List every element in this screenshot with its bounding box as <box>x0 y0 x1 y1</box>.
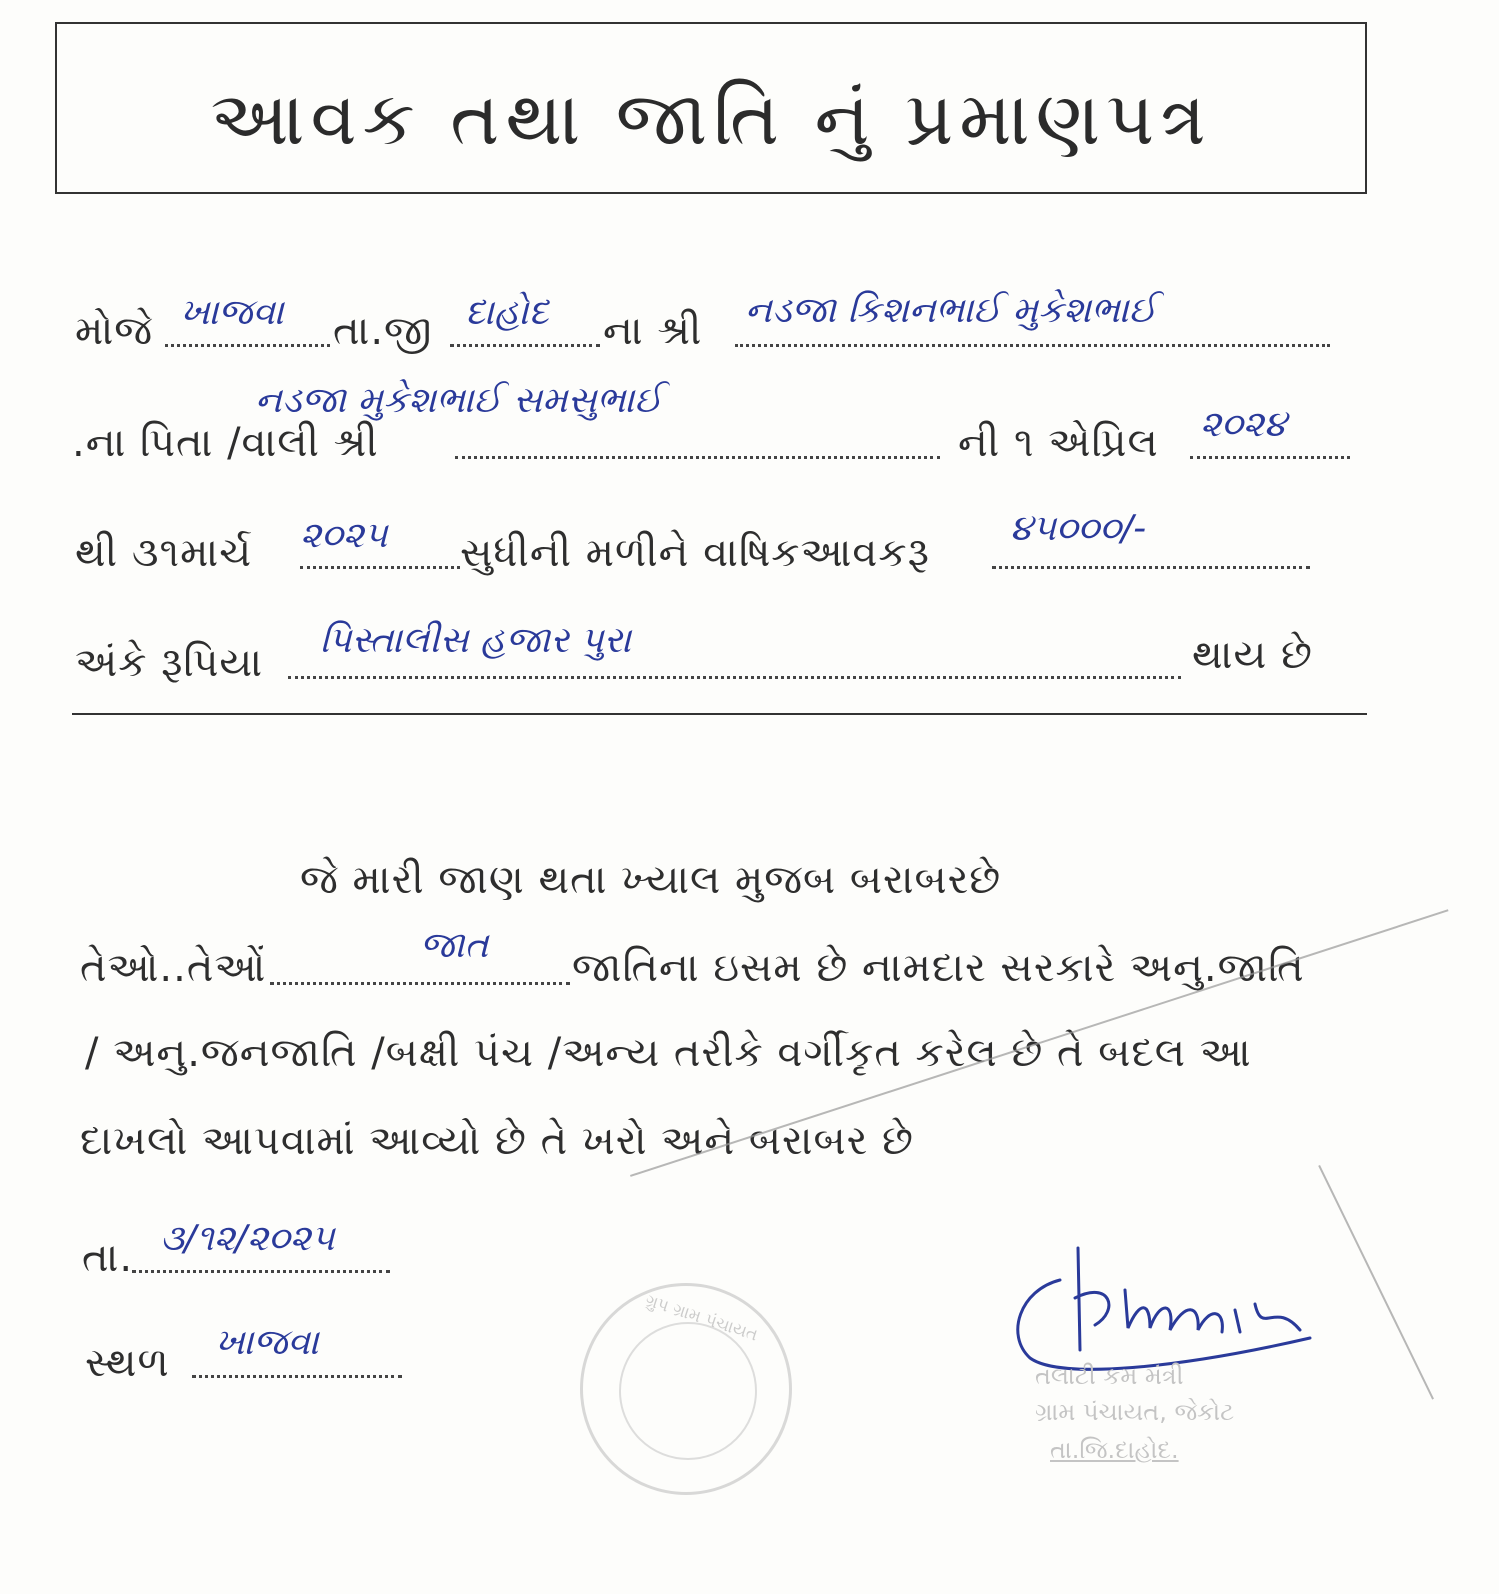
stamp-edge-line <box>1318 1165 1434 1400</box>
label-moje: મોજે <box>75 308 154 354</box>
dotted-line <box>1190 456 1350 459</box>
label-from-april: ની ૧ એપ્રિલ <box>958 420 1159 466</box>
label-in-words: અંકે રૂપિયા <box>75 640 263 686</box>
label-to-march: થી ૩૧માર્ચ <box>75 530 253 576</box>
dotted-line <box>455 456 940 459</box>
dotted-line <box>270 982 570 985</box>
declaration-line3: / અનુ.જનજાતિ /બક્ષી પંચ /અન્ય તરીકે વર્ગીકૃત કરેલ છે તે બદલ આ <box>85 1030 1252 1076</box>
declaration-line2: જાતિના ઇસમ છે નામદાર સરકારે અનુ.જાતિ <box>572 945 1305 991</box>
dotted-line <box>165 344 330 347</box>
dotted-line <box>450 344 600 347</box>
certificate-title: આવક તથા જાતિ નું પ્રમાણપત્ર <box>210 76 1212 162</box>
father-name-handwritten: નડજા મુકેશભાઈ સમસુભાઈ <box>255 380 663 421</box>
seal-line-2: ગ્રામ પંચાયત, જેકોટ <box>1035 1398 1235 1426</box>
income-words-handwritten: પિસ્તાલીસ હજાર પુરા <box>320 620 632 661</box>
dotted-line <box>735 344 1330 347</box>
caste-handwritten: જાત <box>420 925 489 966</box>
seal-line-3: તા.જિ.દાહોદ. <box>1050 1436 1179 1464</box>
label-they: તેઓ..તેઓં <box>80 945 267 991</box>
seal-line-1: તલાટી કમ મંત્રી <box>1035 1362 1184 1390</box>
dotted-line <box>992 566 1310 569</box>
stamp-emblem <box>619 1322 757 1460</box>
signature <box>1000 1240 1330 1380</box>
date-handwritten: ૩/૧૨/૨૦૨૫ <box>160 1218 335 1259</box>
village-handwritten: ખાજવા <box>180 292 284 333</box>
declaration-line1: જે મારી જાણ થતા ખ્યાલ મુજબ બરાબરછે <box>300 857 1002 903</box>
dotted-line <box>300 566 460 569</box>
round-stamp <box>580 1283 792 1495</box>
to-year-handwritten: ૨૦૨૫ <box>300 515 388 556</box>
from-year-handwritten: ૨૦૨૪ <box>1200 404 1287 445</box>
dotted-line <box>192 1375 402 1378</box>
title-box <box>55 22 1367 194</box>
section-divider <box>72 713 1367 715</box>
stamp-text: ગ્રુપ ગ્રામ પંચાયત <box>642 1290 761 1346</box>
label-end: થાય છે <box>1192 632 1313 678</box>
label-place: સ્થળ <box>85 1340 170 1386</box>
taluka-handwritten: દાહોદ <box>465 292 549 333</box>
label-date: તા. <box>82 1235 134 1281</box>
dotted-line <box>288 676 1181 679</box>
label-taluka: તા.જી <box>333 308 433 354</box>
declaration-line4: દાખલો આપવામાં આવ્યો છે તે ખરો અને બરાબર છે <box>80 1118 914 1164</box>
income-handwritten: ૪૫૦૦૦/- <box>1010 508 1147 549</box>
dotted-line <box>132 1270 390 1273</box>
label-na-shree: ના શ્રી <box>603 308 703 354</box>
place-handwritten: ખાજવા <box>215 1322 319 1363</box>
label-father: .ના પિતા /વાલી શ્રી <box>72 420 379 466</box>
label-annual-income: સુધીની મળીને વાષિકઆવકરૂ <box>460 530 930 576</box>
name-handwritten: નડજા કિશનભાઈ મુકેશભાઈ <box>745 290 1157 331</box>
